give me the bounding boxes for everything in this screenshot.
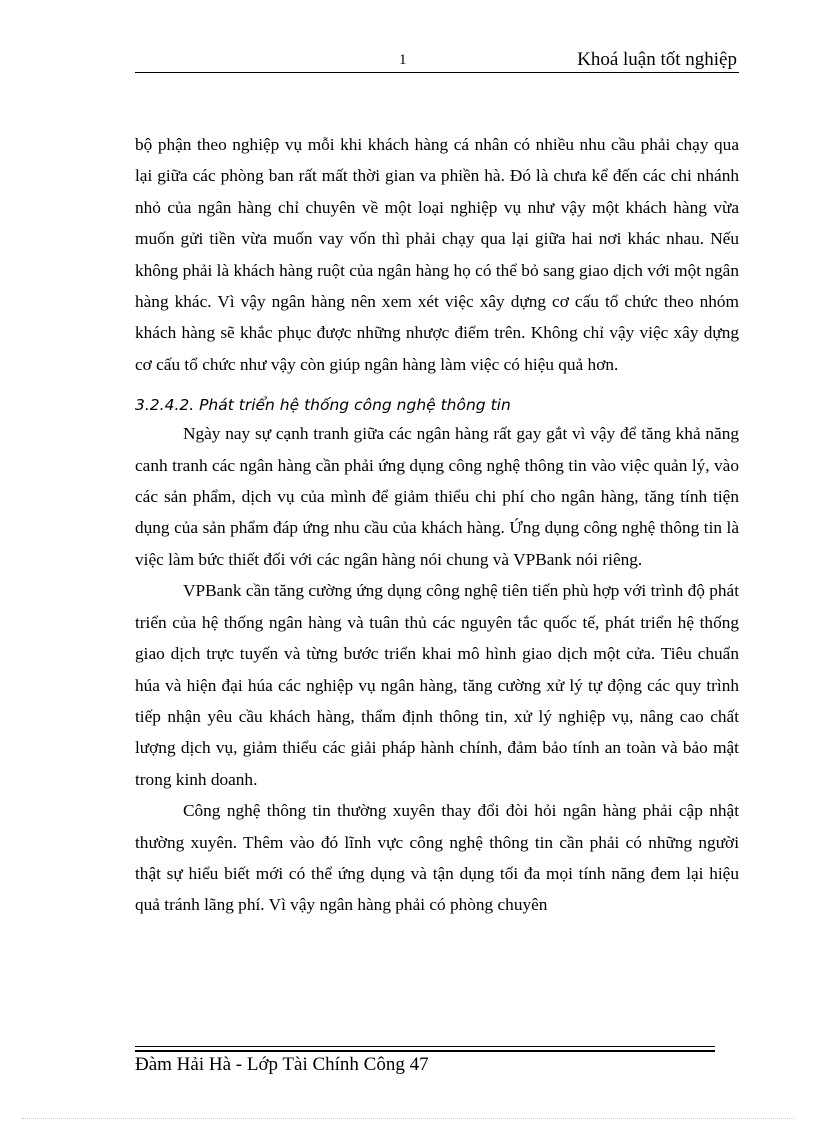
section-heading: 3.2.4.2. Phát triển hệ thống công nghệ thông tin	[135, 396, 511, 415]
paragraph: VPBank cần tăng cường ứng dụng công nghệ tiên tiến phù hợp với trình độ phát triển của hệ thống ngân hàng và tuân thủ các nguyên tắc quốc tế, phát triển hệ thống giao dịch trực tuyến và từng bước triển khai mô hình giao dịch một cửa. Tiêu chuẩn húa và hiện đại húa các nghiệp vụ ngân hàng, tăng cường xử lý tự động các quy trình tiếp nhận yêu cầu khách hàng, thẩm định thông tin, xử lý nghiệp vụ, nâng cao chất lượng dịch vụ, giảm thiểu các giải pháp hành chính, đảm bảo tính an toàn và bảo mật trong kinh doanh.	[135, 581, 739, 789]
page-header	[135, 48, 739, 73]
document-title: Khoá luận tốt nghiệp	[577, 49, 737, 70]
paragraph-continuation: bộ phận theo nghiệp vụ mỗi khi khách hàng cá nhân có nhiều nhu cầu phải chạy qua lại giữa các phòng ban rất mất thời gian va phiền hà. Đó là chưa kể đến các chi nhánh nhỏ của ngân hàng chỉ chuyên về một loại nghiệp vụ như vậy một khách hàng vừa muốn gửi tiền vừa muốn vay vốn thì phải chạy qua lại giữa hai nơi khác nhau. Nếu không phải là khách hàng ruột của ngân hàng họ có thể bỏ sang giao dịch với một ngân hàng khác. Vì vậy ngân hàng nên xem xét việc xây dựng cơ cấu tổ chức theo nhóm khách hàng sẽ khắc phục được những nhược điểm trên. Không chỉ vậy việc xây dựng cơ cấu tổ chức như vậy còn giúp ngân hàng làm việc có hiệu quả hơn.	[135, 135, 739, 374]
footer-divider	[135, 1046, 715, 1047]
page-number: 1	[399, 52, 407, 68]
footer-author: Đàm Hải Hà - Lớp Tài Chính Công 47	[135, 1054, 429, 1075]
page-bottom-border	[22, 1118, 794, 1119]
paragraph: Ngày nay sự cạnh tranh giữa các ngân hàng rất gay gắt vì vậy để tăng khả năng canh tranh các ngân hàng cần phải ứng dụng công nghệ thông tin vào việc quản lý, vào các sản phẩm, dịch vụ của mình để giảm thiểu chi phí cho ngân hàng, tăng tính tiện dụng của sản phẩm đáp ứng nhu cầu của khách hàng. Ứng dụng công nghệ thông tin là việc làm bức thiết đối với các ngân hàng nói chung và VPBank nói riêng.	[135, 424, 739, 569]
main-content	[135, 129, 739, 921]
paragraph: Công nghệ thông tin thường xuyên thay đổi đòi hỏi ngân hàng phải cập nhật thường xuyên. Thêm vào đó lĩnh vực công nghệ thông tin cần phải có những người thật sự hiểu biết mới có thể ứng dụng và tận dụng tối đa mọi tính năng đem lại hiệu quả tránh lãng phí. Vì vậy ngân hàng phải có phòng chuyên	[135, 801, 739, 915]
footer-divider-thick	[135, 1050, 715, 1052]
